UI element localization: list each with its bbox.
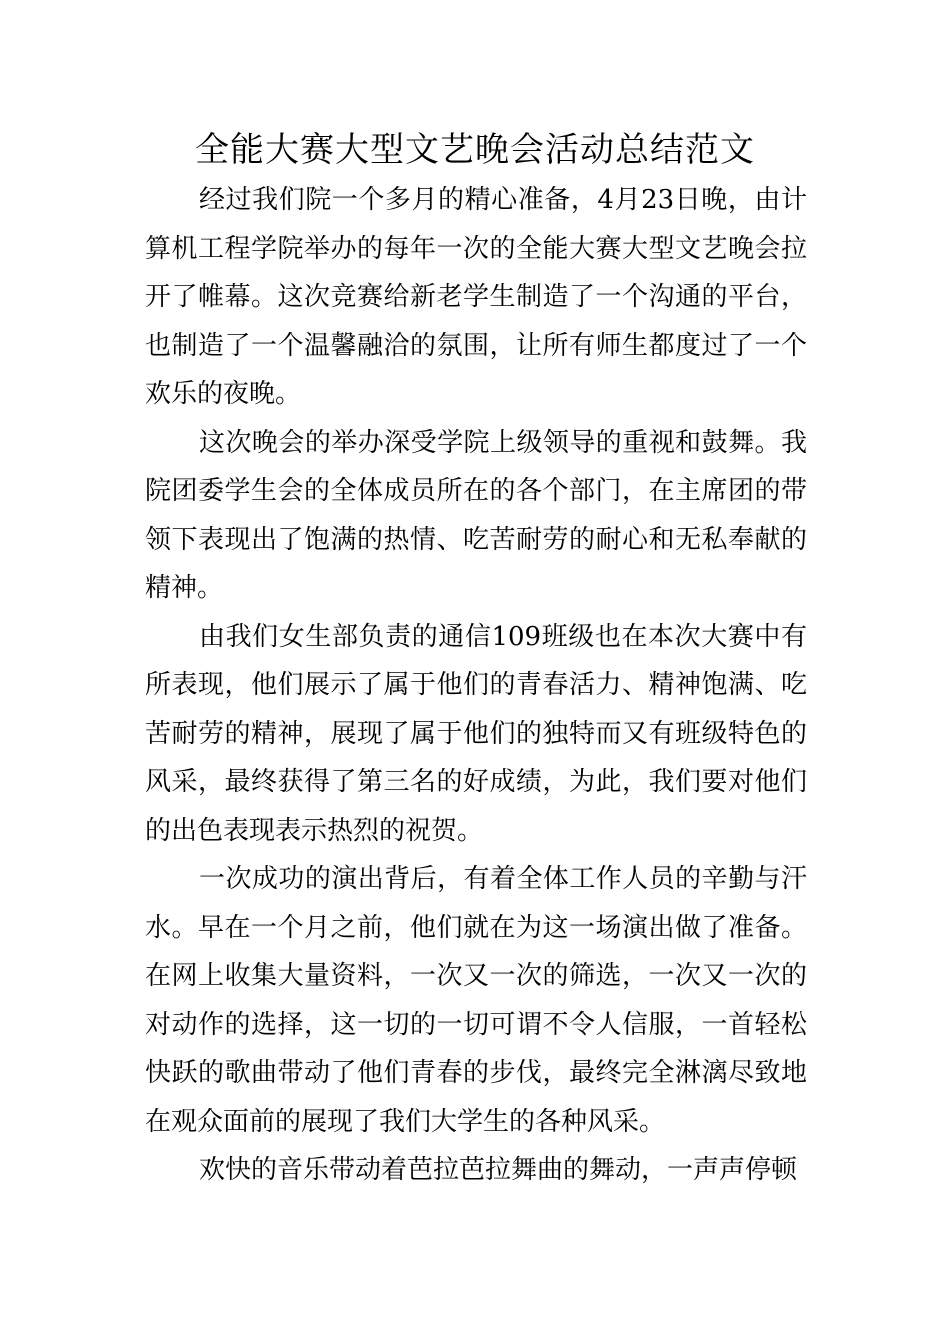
paragraph-2: 这次晚会的举办深受学院上级领导的重视和鼓舞。我院团委学生会的全体成员所在的各个部门，在主席团的带领下表现出了饱满的热情、吃苦耐劳的耐心和无私奉献的精神。	[145, 427, 807, 603]
paragraph-1: 经过我们院一个多月的精心准备，4月23日晚，由计算机工程学院举办的每年一次的全能大赛大型文艺晚会拉开了帷幕。这次竞赛给新老学生制造了一个沟通的平台，也制造了一个温馨融洽的氛围，让所有师生都度过了一个欢乐的夜晚。	[145, 185, 807, 409]
paragraph-5: 欢快的音乐带动着芭拉芭拉舞曲的舞动，一声声停顿	[199, 1155, 798, 1185]
paragraph-3: 由我们女生部负责的通信109班级也在本次大赛中有所表现，他们展示了属于他们的青春活力、精神饱满、吃苦耐劳的精神，展现了属于他们的独特而又有班级特色的风采，最终获得了第三名的好成绩，为此，我们要对他们的出色表现表示热烈的祝贺。	[145, 621, 807, 846]
paragraph-4: 一次成功的演出背后，有着全体工作人员的辛勤与汗水。早在一个月之前，他们就在为这一场演出做了准备。在网上收集大量资料，一次又一次的筛选，一次又一次的对动作的选择，这一切的一切可谓不令人信服，一首轻松快跃的歌曲带动了他们青春的步伐，最终完全淋漓尽致地在观众面前的展现了我们大学生的各种风采。	[145, 864, 807, 1137]
document-title: 全能大赛大型文艺晚会活动总结范文	[195, 130, 755, 170]
document-body	[145, 176, 807, 1195]
